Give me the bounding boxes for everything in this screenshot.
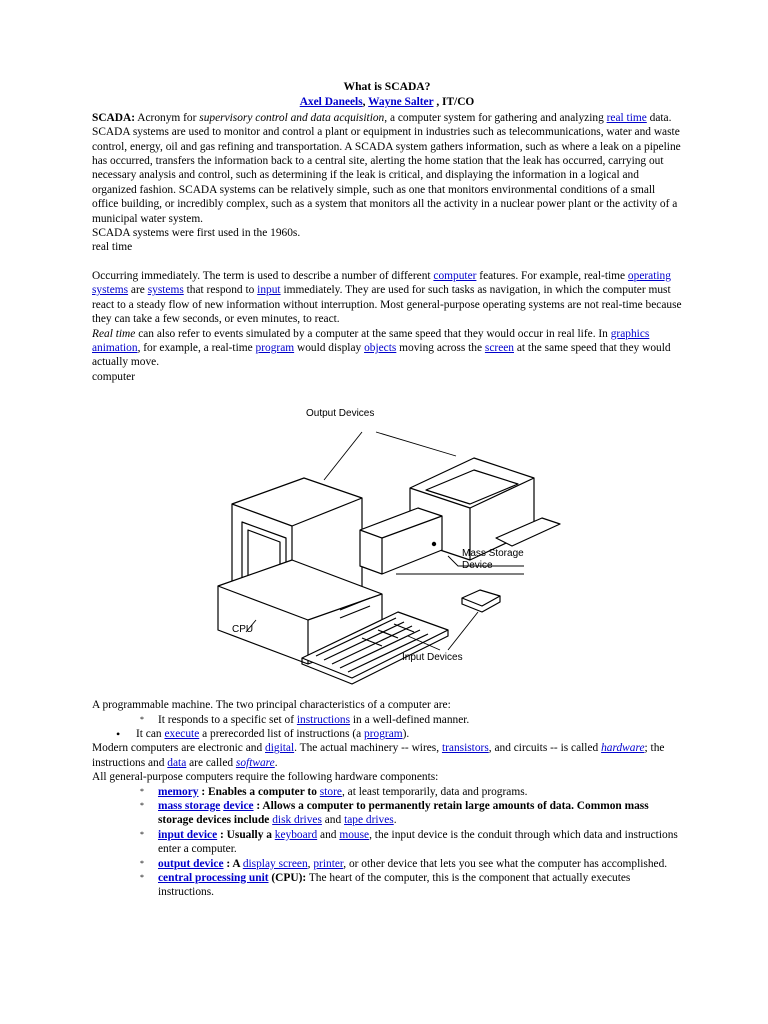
link-screen[interactable]: screen (484, 341, 514, 354)
link-output-device[interactable]: output device (158, 857, 224, 870)
real-time-definition-2: Real time can also refer to events simulated by a computer at the same speed that they would occur in real life. In graphics animation, for example, a real-time program would display objects moving across the screen at the same speed that they would actually move. (92, 327, 671, 369)
label-input-devices: Input Devices (402, 652, 463, 664)
bullet-marker: * (140, 786, 144, 796)
real-time-definition: Occurring immediately. The term is used to describe a number of different computer features. For example, real-time operating systems are systems that respond to input immediately. They are used for such tasks as navigation, in which the computer must react to a steady flow of new information without interruption. Most general-purpose operating systems are not real-time because they can take a few seconds, or even minutes, to react. (92, 269, 682, 326)
computer-diagram (212, 398, 692, 698)
link-data[interactable]: data (167, 756, 187, 769)
label-mass-storage-1: Mass Storage (462, 548, 524, 560)
link-disk-drives[interactable]: disk drives (272, 814, 322, 827)
link-tape-drives[interactable]: tape drives (344, 814, 394, 827)
link-computer[interactable]: computer (433, 269, 477, 282)
label-output-devices: Output Devices (306, 408, 375, 420)
affiliation: , IT/CO (433, 96, 475, 109)
author-link-daneels[interactable]: Axel Daneels (299, 96, 363, 109)
hardware-components-list (92, 785, 682, 900)
bullet-marker: * (140, 829, 144, 839)
link-hardware[interactable]: hardware (601, 742, 645, 755)
list-item: * mass storage device : Allows a computer to permanently retain large amounts of data. Common mass storage devices include disk drives and tape drives. (140, 799, 649, 827)
modern-computers-text: Modern computers are electronic and digital. The actual machinery -- wires, transistors, and circuits -- is called hardware; the instructions and data are called software. (92, 742, 665, 769)
link-real-time[interactable]: real time (606, 111, 647, 124)
link-objects[interactable]: objects (364, 341, 397, 354)
mass-storage-drawing (360, 508, 442, 574)
link-store[interactable]: store (319, 785, 342, 798)
link-graphics[interactable]: graphics (610, 327, 650, 340)
link-mouse[interactable]: mouse (339, 828, 370, 841)
real-time-heading: real time (92, 241, 133, 254)
link-device[interactable]: device (223, 799, 254, 812)
link-software[interactable]: software (235, 756, 275, 769)
bullet-dot: • (116, 726, 121, 741)
author-link-salter[interactable]: Wayne Salter (368, 96, 434, 109)
bullet-marker: * (140, 714, 144, 724)
acronym-expansion: supervisory control and data acquisition (199, 111, 385, 124)
author-line: Axel Daneels, Wayne Salter , IT/CO (299, 96, 475, 109)
link-mass-storage[interactable]: mass storage (158, 799, 221, 812)
scada-definition: SCADA: Acronym for supervisory control and data acquisition, a computer system for gathering and analyzing real time data. SCADA systems are used to monitor and control a plant or equipment in industries such as telecommunications, water and waste control, energy, oil and gas refining and transportation. A SCADA system gathers information, such as where a leak on a pipeline has occurred, transfers the information back to a central site, alerting the home station that the leak has occurred, carrying out necessary analysis and control, such as determining if the leak is critical, and displaying the information in a logical and organized fashion. SCADA systems can be relatively simple, such as one that monitors environmental conditions of a small office building, or incredibly complex, such as a system that monitors all the activity in a nuclear power plant or the activity of a municipal water system. (92, 111, 681, 225)
link-input[interactable]: input (257, 284, 281, 297)
link-systems[interactable]: systems (147, 284, 184, 297)
link-memory[interactable]: memory (158, 785, 199, 798)
scada-term: SCADA: (92, 111, 136, 124)
bullet-marker: * (140, 873, 144, 882)
label-mass-storage-2: Device (462, 560, 493, 572)
document-page (92, 80, 682, 900)
link-display-screen[interactable]: display screen (242, 857, 308, 870)
computer-definition: A programmable machine. The two principal characteristics of a computer are: (92, 699, 451, 712)
characteristics-list (92, 713, 682, 742)
computer-heading: computer (92, 370, 136, 383)
link-keyboard[interactable]: keyboard (274, 828, 318, 841)
link-animation[interactable]: animation (92, 341, 138, 354)
link-input-device[interactable]: input device (158, 828, 218, 841)
link-program[interactable]: program (255, 341, 295, 354)
link-cpu[interactable]: central processing unit (158, 872, 269, 884)
list-item: * memory : Enables a computer to store, at least temporarily, data and programs. (140, 785, 528, 798)
link-printer[interactable]: printer (313, 857, 344, 870)
link-instructions[interactable]: instructions (296, 713, 351, 726)
link-operating-systems[interactable]: operating systems (92, 269, 671, 297)
list-item: * output device : A display screen, printer, or other device that lets you see what the computer has accomplished. (140, 857, 668, 870)
list-item: * It responds to a specific set of instructions in a well-defined manner. (140, 713, 470, 726)
list-item: • It can execute a prerecorded list of instructions (a program). (116, 726, 410, 741)
bullet-marker: * (140, 800, 144, 810)
list-item: * central processing unit (CPU): The heart of the computer, this is the component that actually executes instructions. (140, 872, 631, 899)
list-item: * input device : Usually a keyboard and mouse, the input device is the conduit through which data and instructions enter a computer. (140, 828, 678, 856)
components-intro: All general-purpose computers require the following hardware components: (92, 771, 439, 784)
first-used-text: SCADA systems were first used in the 1960s. (92, 227, 301, 240)
page-title: What is SCADA? (343, 80, 431, 93)
bullet-marker: * (140, 858, 144, 868)
link-execute[interactable]: execute (164, 727, 200, 740)
link-program-2[interactable]: program (364, 727, 403, 740)
mouse-drawing (462, 590, 500, 612)
label-cpu: CPU (232, 624, 254, 636)
link-digital[interactable]: digital (265, 742, 295, 755)
link-transistors[interactable]: transistors (441, 742, 489, 755)
